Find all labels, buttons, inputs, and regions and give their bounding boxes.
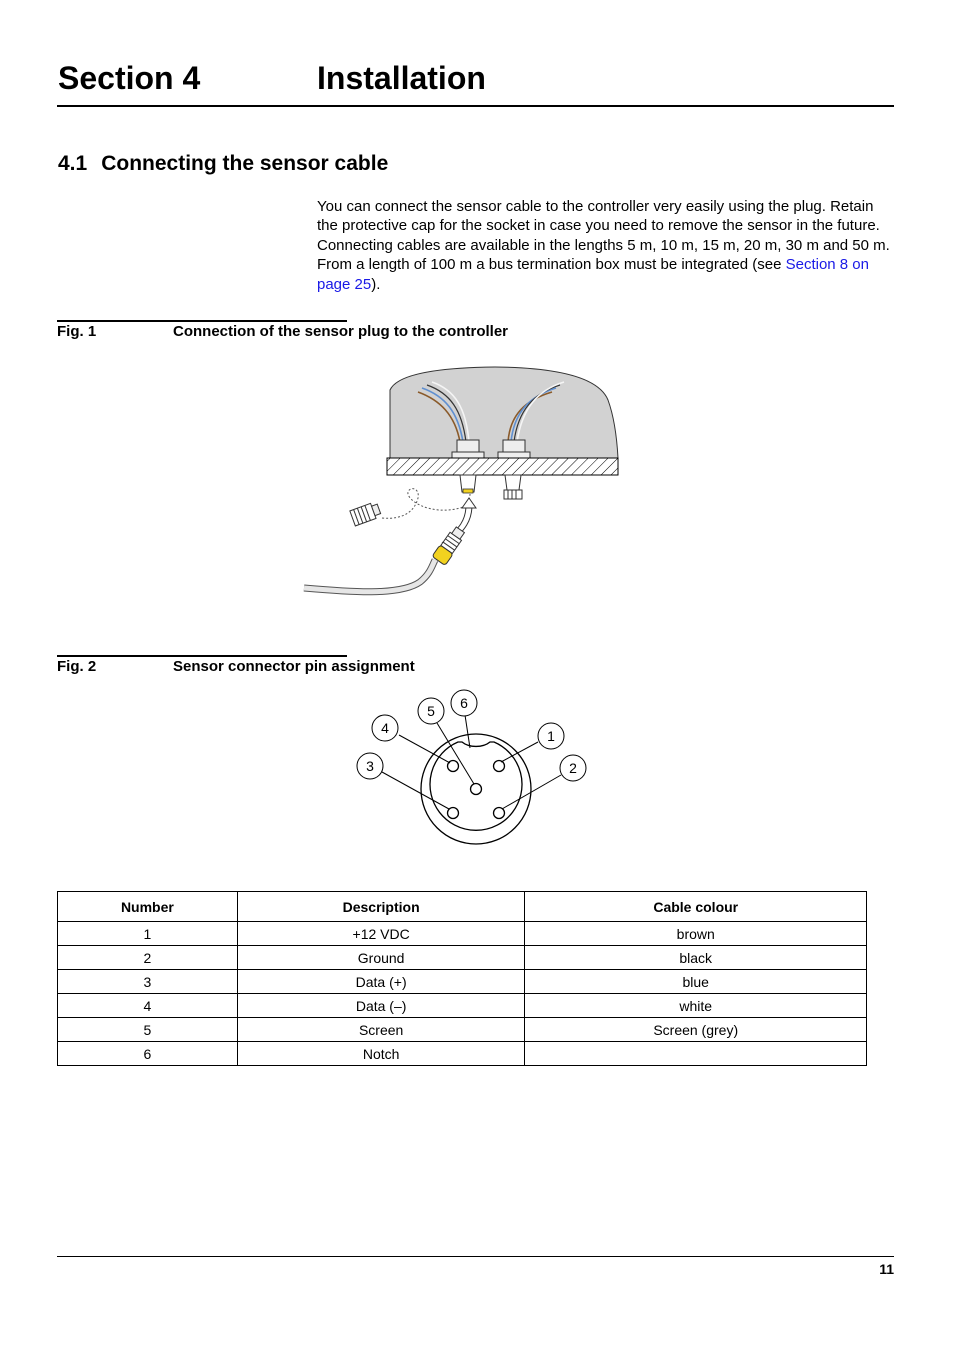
cell-number: 3	[58, 970, 238, 994]
pin-assignment-table	[57, 891, 867, 1066]
subsection-heading	[58, 150, 388, 178]
connector-outer-ring	[421, 734, 531, 844]
callout-1: 1	[547, 728, 555, 744]
intro-paragraph	[317, 197, 895, 294]
cell-description: Notch	[237, 1042, 525, 1066]
section-heading	[58, 58, 486, 98]
header-number: Number	[58, 892, 238, 922]
subsection-title: Connecting the sensor cable	[101, 152, 389, 175]
pin-1	[494, 761, 505, 772]
cell-number: 6	[58, 1042, 238, 1066]
callout-4: 4	[381, 720, 389, 736]
cell-cable-colour: blue	[525, 970, 867, 994]
header-cable-colour: Cable colour	[525, 892, 867, 922]
cell-cable-colour	[525, 1042, 867, 1066]
cell-cable-colour: white	[525, 994, 867, 1018]
fig1-caption	[57, 322, 509, 342]
subsection-number: 4.1	[58, 152, 88, 175]
section-title: Installation	[317, 60, 486, 96]
callout-2: 2	[569, 760, 577, 776]
table-row	[58, 922, 867, 946]
table-row	[58, 970, 867, 994]
cell-cable-colour: brown	[525, 922, 867, 946]
fig2-title: Sensor connector pin assignment	[173, 658, 415, 675]
header-description: Description	[237, 892, 525, 922]
pin-5	[471, 784, 482, 795]
sensor-plug-connection-illustration	[290, 360, 630, 610]
cell-cable-colour: Screen (grey)	[525, 1018, 867, 1042]
pin-3	[448, 808, 459, 819]
table-row	[58, 946, 867, 970]
cell-description: Screen	[237, 1018, 525, 1042]
intro-text: You can connect the sensor cable to the controller very easily using the plug. Retain the protective cap for the socket in case you need to remove the sensor in the future. Connecting cables are available in the lengths 5 m, 10 m, 15 m, 20 m, 30 m and 50 m. From a length of 100 m a bus termination box must be integrated (see	[317, 198, 890, 274]
callout-6: 6	[460, 695, 468, 711]
table-row	[58, 994, 867, 1018]
cell-number: 1	[58, 922, 238, 946]
cell-cable-colour: black	[525, 946, 867, 970]
connector-pin-diagram	[340, 680, 600, 855]
fig2-label: Fig. 2	[57, 658, 97, 675]
cell-description: +12 VDC	[237, 922, 525, 946]
intro-text-end: ).	[371, 275, 381, 293]
cell-description: Data (+)	[237, 970, 525, 994]
page-number: 11	[879, 1261, 894, 1277]
cell-number: 2	[58, 946, 238, 970]
cell-description: Ground	[237, 946, 525, 970]
pin-2	[494, 808, 505, 819]
section-8-link[interactable]: Section 8 on page 25	[317, 256, 869, 293]
callout-3: 3	[366, 758, 374, 774]
mounting-plate	[387, 458, 618, 475]
table-row	[58, 1042, 867, 1066]
footer-rule	[57, 1256, 894, 1257]
section-label: Section 4	[58, 60, 201, 96]
connector-inner-ring	[430, 742, 522, 830]
fig1-label: Fig. 1	[57, 323, 97, 340]
fig2-caption	[57, 657, 415, 677]
cell-number: 4	[58, 994, 238, 1018]
protective-cap	[350, 501, 382, 526]
fig1-title: Connection of the sensor plug to the controller	[173, 323, 509, 340]
table-row	[58, 1018, 867, 1042]
cell-number: 5	[58, 1018, 238, 1042]
table-header-row	[58, 892, 867, 922]
heading-rule	[57, 105, 894, 107]
callout-5: 5	[427, 703, 435, 719]
sensor-plug	[432, 525, 467, 565]
cell-description: Data (–)	[237, 994, 525, 1018]
